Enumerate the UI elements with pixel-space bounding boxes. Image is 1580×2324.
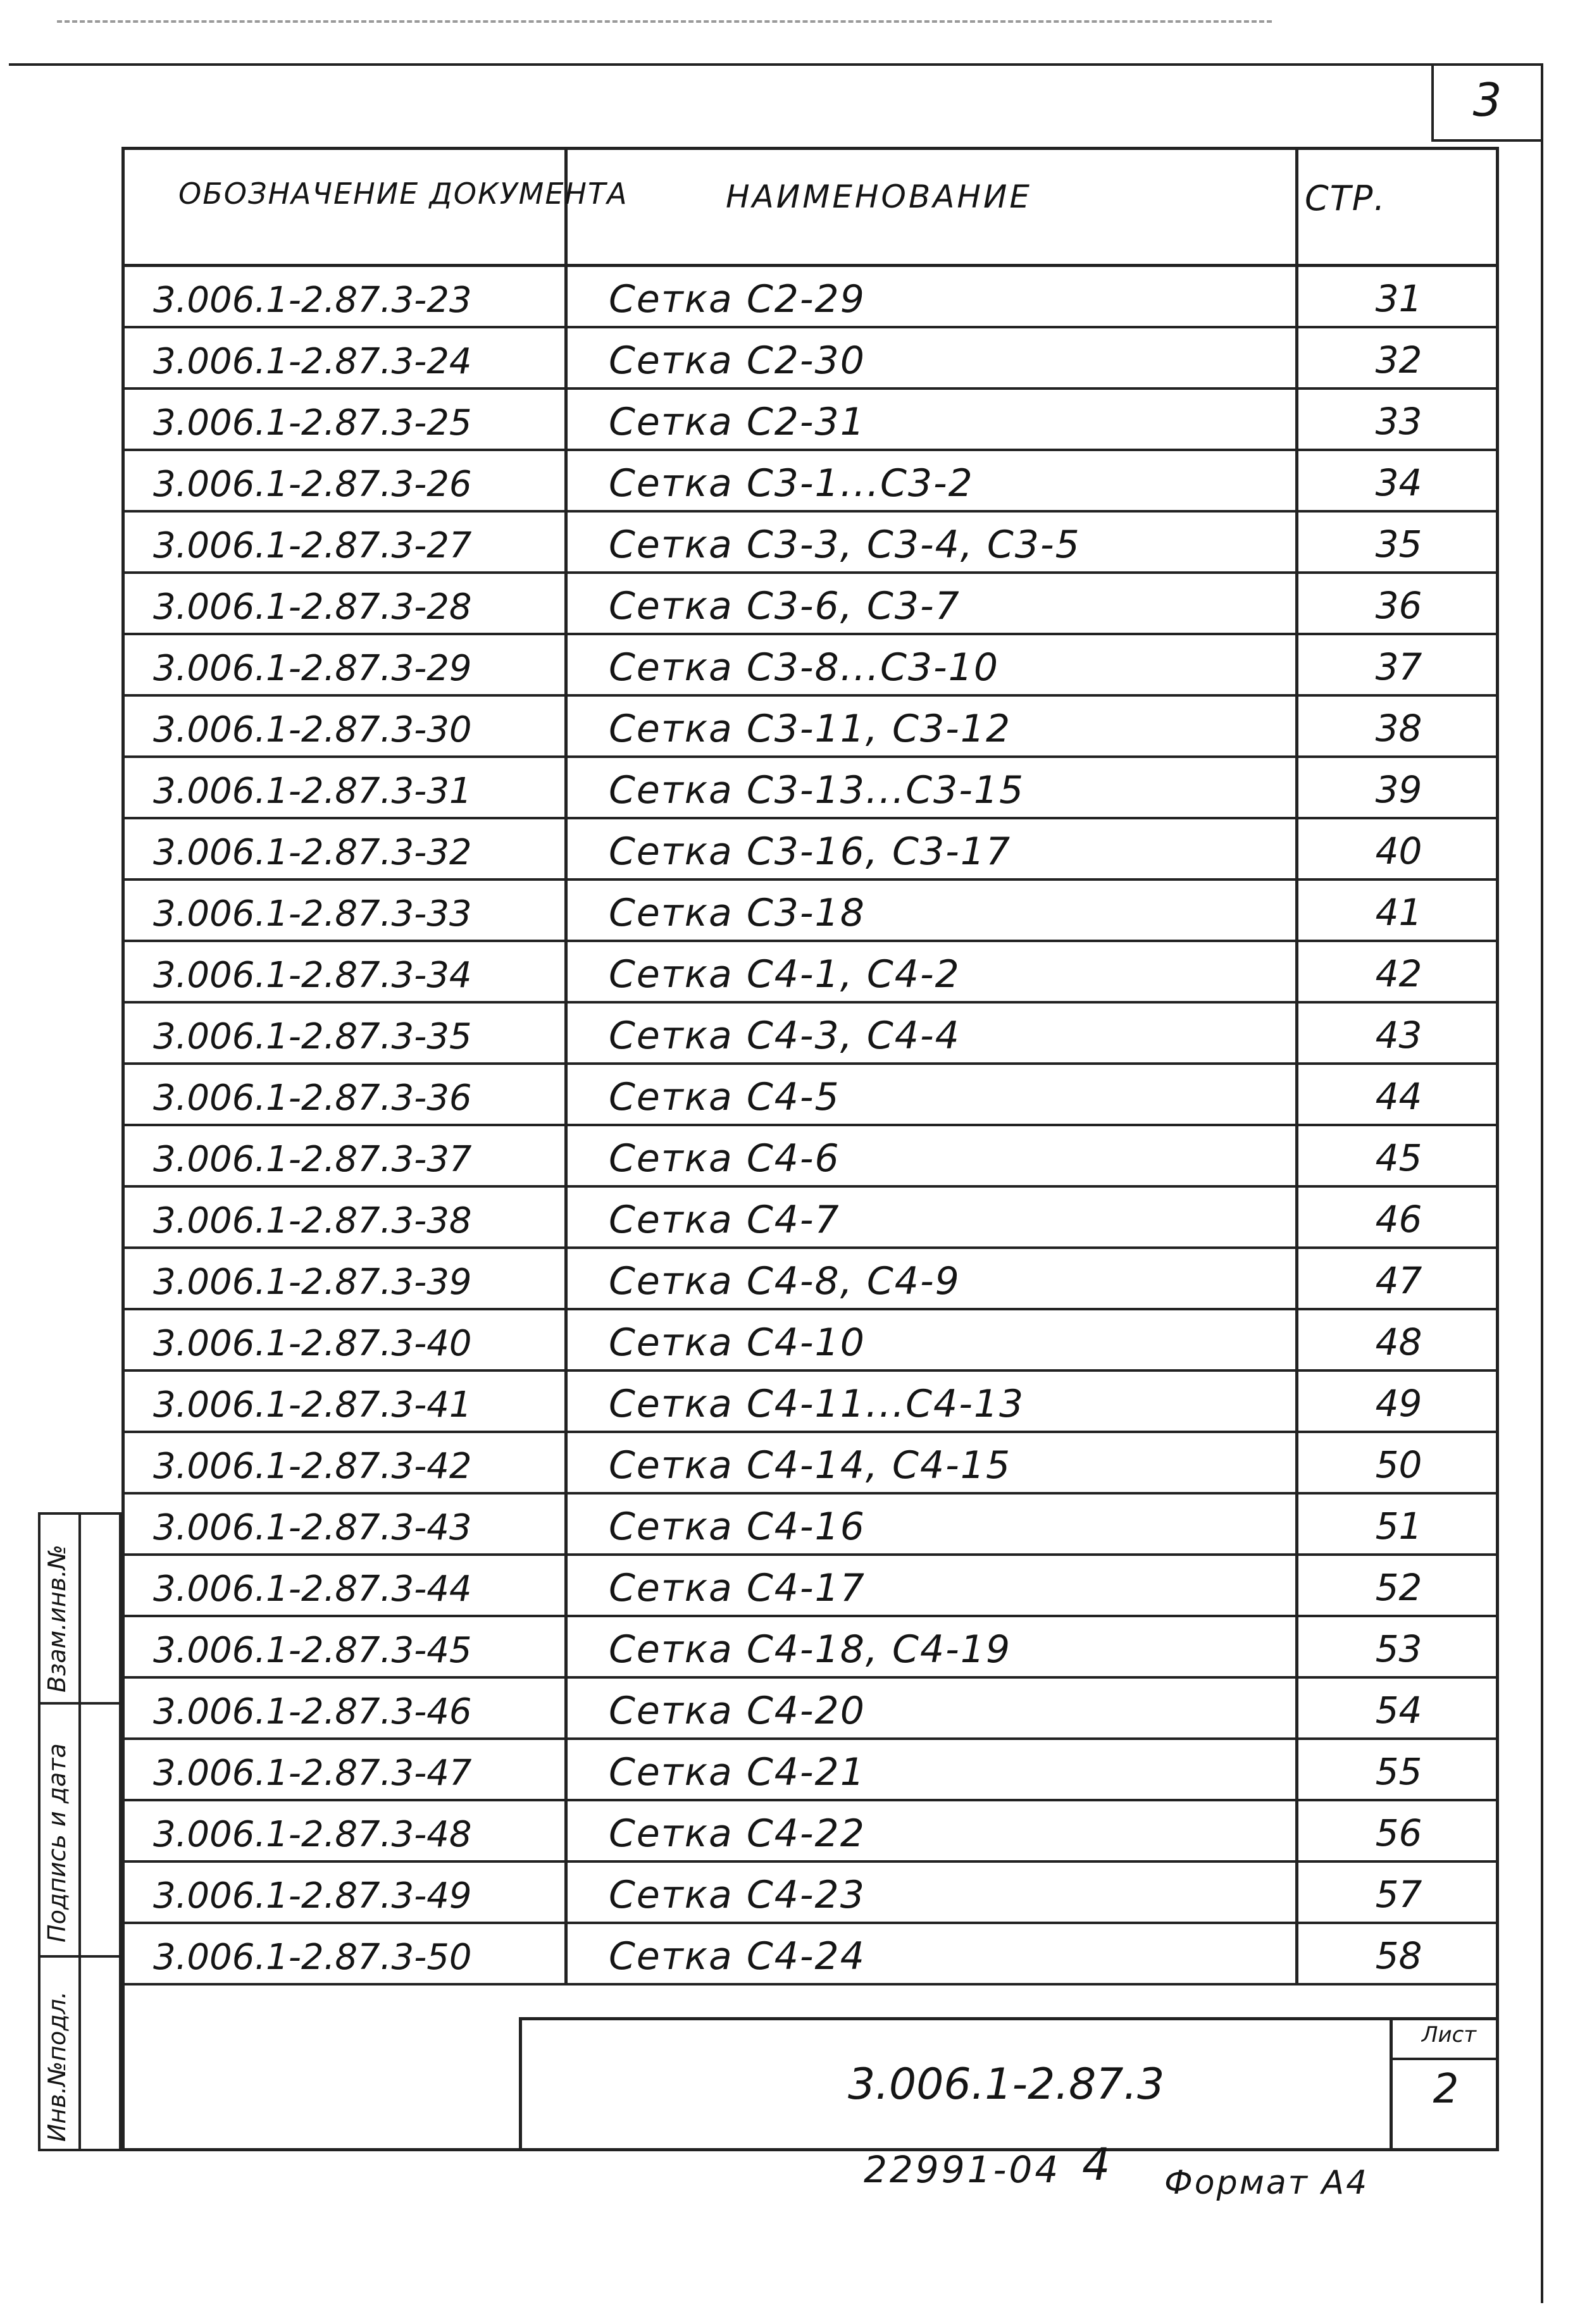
header-page: СТР. [1305,178,1386,218]
row-name: Сетка С4-16 [609,1505,866,1549]
row-designation: 3.006.1-2.87.3-25 [153,402,472,444]
row-designation: 3.006.1-2.87.3-47 [153,1753,472,1794]
binding-strip-divider [78,1512,81,2151]
table-row [121,758,1499,819]
row-page: 40 [1375,830,1422,873]
table-row [121,942,1499,1004]
row-page: 56 [1375,1811,1422,1855]
row-name: Сетка С4-1, С4-2 [609,952,961,997]
row-page: 32 [1375,339,1422,382]
row-page: 39 [1375,768,1422,811]
table-row [121,1188,1499,1249]
row-page: 41 [1375,891,1422,934]
row-designation: 3.006.1-2.87.3-44 [153,1569,472,1610]
row-name: Сетка С3-13...С3-15 [609,768,1025,812]
row-designation: 3.006.1-2.87.3-26 [153,464,472,505]
row-designation: 3.006.1-2.87.3-29 [153,648,472,689]
table-row [121,1494,1499,1556]
row-designation: 3.006.1-2.87.3-30 [153,709,472,750]
row-page: 53 [1375,1627,1422,1670]
row-page: 55 [1375,1750,1422,1793]
row-name: Сетка С4-24 [609,1934,866,1979]
row-designation: 3.006.1-2.87.3-38 [153,1200,472,1241]
row-name: Сетка С4-3, С4-4 [609,1014,961,1058]
row-designation: 3.006.1-2.87.3-36 [153,1078,472,1119]
row-page: 52 [1375,1566,1422,1609]
row-page: 34 [1375,461,1422,504]
row-designation: 3.006.1-2.87.3-48 [153,1814,472,1855]
row-name: Сетка С4-23 [609,1873,866,1917]
row-name: Сетка С4-21 [609,1750,866,1794]
row-designation: 3.006.1-2.87.3-33 [153,893,472,935]
row-designation: 3.006.1-2.87.3-42 [153,1446,472,1487]
row-page: 37 [1375,645,1422,688]
row-designation: 3.006.1-2.87.3-24 [153,341,472,382]
strip-separator [38,1702,121,1705]
row-page: 46 [1375,1198,1422,1241]
row-name: Сетка С4-6 [609,1136,840,1181]
row-name: Сетка С4-8, С4-9 [609,1259,961,1303]
row-name: Сетка С2-30 [609,339,866,383]
table-row [121,1372,1499,1433]
row-designation: 3.006.1-2.87.3-32 [153,832,472,873]
table-row [121,328,1499,390]
table-row [121,1126,1499,1188]
format-label: Формат А4 [1164,2164,1369,2202]
table-row [121,1556,1499,1617]
title-block-code: 3.006.1-2.87.3 [848,2060,1165,2110]
copy-number: 4 [1082,2139,1110,2190]
table-row [121,635,1499,697]
header-designation: ОБОЗНАЧЕНИЕ ДОКУМЕНТА [178,177,628,211]
row-name: Сетка С3-6, С3-7 [609,584,961,628]
table-row [121,1679,1499,1740]
table-row [121,1310,1499,1372]
row-name: Сетка С4-10 [609,1320,866,1365]
row-designation: 3.006.1-2.87.3-41 [153,1384,472,1426]
table-body [121,267,1499,1985]
table-row [121,819,1499,881]
scan-artifact-dashes [57,20,1272,23]
row-designation: 3.006.1-2.87.3-35 [153,1016,472,1057]
row-page: 45 [1375,1136,1422,1179]
row-page: 36 [1375,584,1422,627]
row-name: Сетка С3-1...С3-2 [609,461,974,506]
row-page: 48 [1375,1320,1422,1364]
strip-separator [38,1955,121,1958]
row-designation: 3.006.1-2.87.3-40 [153,1323,472,1364]
row-page: 57 [1375,1873,1422,1916]
row-page: 58 [1375,1934,1422,1977]
row-name: Сетка С4-18, С4-19 [609,1627,1012,1672]
row-page: 44 [1375,1075,1422,1118]
row-name: Сетка С3-18 [609,891,866,935]
row-designation: 3.006.1-2.87.3-43 [153,1507,472,1548]
row-designation: 3.006.1-2.87.3-45 [153,1630,472,1671]
table-row [121,697,1499,758]
table-row [121,1924,1499,1985]
row-name: Сетка С4-20 [609,1689,866,1733]
row-page: 43 [1375,1014,1422,1057]
row-designation: 3.006.1-2.87.3-31 [153,771,472,812]
row-name: Сетка С3-8...С3-10 [609,645,1000,690]
row-designation: 3.006.1-2.87.3-34 [153,955,472,996]
row-page: 42 [1375,952,1422,995]
original-inventory-label: Инв.№подл. [43,1991,71,2142]
row-name: Сетка С3-16, С3-17 [609,830,1012,874]
row-designation: 3.006.1-2.87.3-28 [153,587,472,628]
table-row [121,390,1499,451]
table-row [121,451,1499,513]
table-row [121,574,1499,635]
row-designation: 3.006.1-2.87.3-23 [153,280,472,321]
table-row [121,1249,1499,1310]
row-designation: 3.006.1-2.87.3-50 [153,1937,472,1978]
header-name: НАИМЕНОВАНИЕ [726,178,1032,215]
row-page: 51 [1375,1505,1422,1548]
row-name: Сетка С4-14, С4-15 [609,1443,1012,1488]
row-page: 38 [1375,707,1422,750]
row-name: Сетка С4-17 [609,1566,866,1610]
row-page: 50 [1375,1443,1422,1486]
row-designation: 3.006.1-2.87.3-39 [153,1262,472,1303]
row-page: 47 [1375,1259,1422,1302]
row-name: Сетка С3-3, С3-4, С3-5 [609,523,1081,567]
table-row [121,1617,1499,1679]
table-row [121,1004,1499,1065]
signature-date-label: Подпись и дата [43,1743,71,1942]
table-row [121,267,1499,328]
document-number: 22991-04 [864,2148,1061,2191]
table-row [121,1065,1499,1126]
row-designation: 3.006.1-2.87.3-37 [153,1139,472,1180]
row-name: Сетка С4-11...С4-13 [609,1382,1025,1426]
sheet-number: 2 [1433,2066,1459,2113]
row-designation: 3.006.1-2.87.3-27 [153,525,472,566]
row-name: Сетка С2-31 [609,400,866,444]
row-name: Сетка С3-11, С3-12 [609,707,1012,751]
row-name: Сетка С2-29 [609,277,866,321]
row-designation: 3.006.1-2.87.3-46 [153,1691,472,1732]
sheet-label-line [1393,2058,1499,2060]
row-name: Сетка С4-22 [609,1811,866,1856]
row-name: Сетка С4-5 [609,1075,840,1119]
row-page: 49 [1375,1382,1422,1425]
contents-table [121,147,1499,1985]
row-page: 54 [1375,1689,1422,1732]
row-designation: 3.006.1-2.87.3-49 [153,1875,472,1917]
table-row [121,1433,1499,1494]
table-row [121,1863,1499,1924]
table-row [121,1801,1499,1863]
table-row [121,1740,1499,1801]
row-page: 31 [1375,277,1422,320]
replaced-inventory-label: Взам.инв.№ [43,1544,71,1693]
table-row [121,881,1499,942]
row-page: 35 [1375,523,1422,566]
row-page: 33 [1375,400,1422,443]
table-row [121,513,1499,574]
table-header [121,147,1499,267]
row-name: Сетка С4-7 [609,1198,840,1242]
page-number: 3 [1472,73,1502,127]
sheet-label: Лист [1421,2022,1477,2047]
